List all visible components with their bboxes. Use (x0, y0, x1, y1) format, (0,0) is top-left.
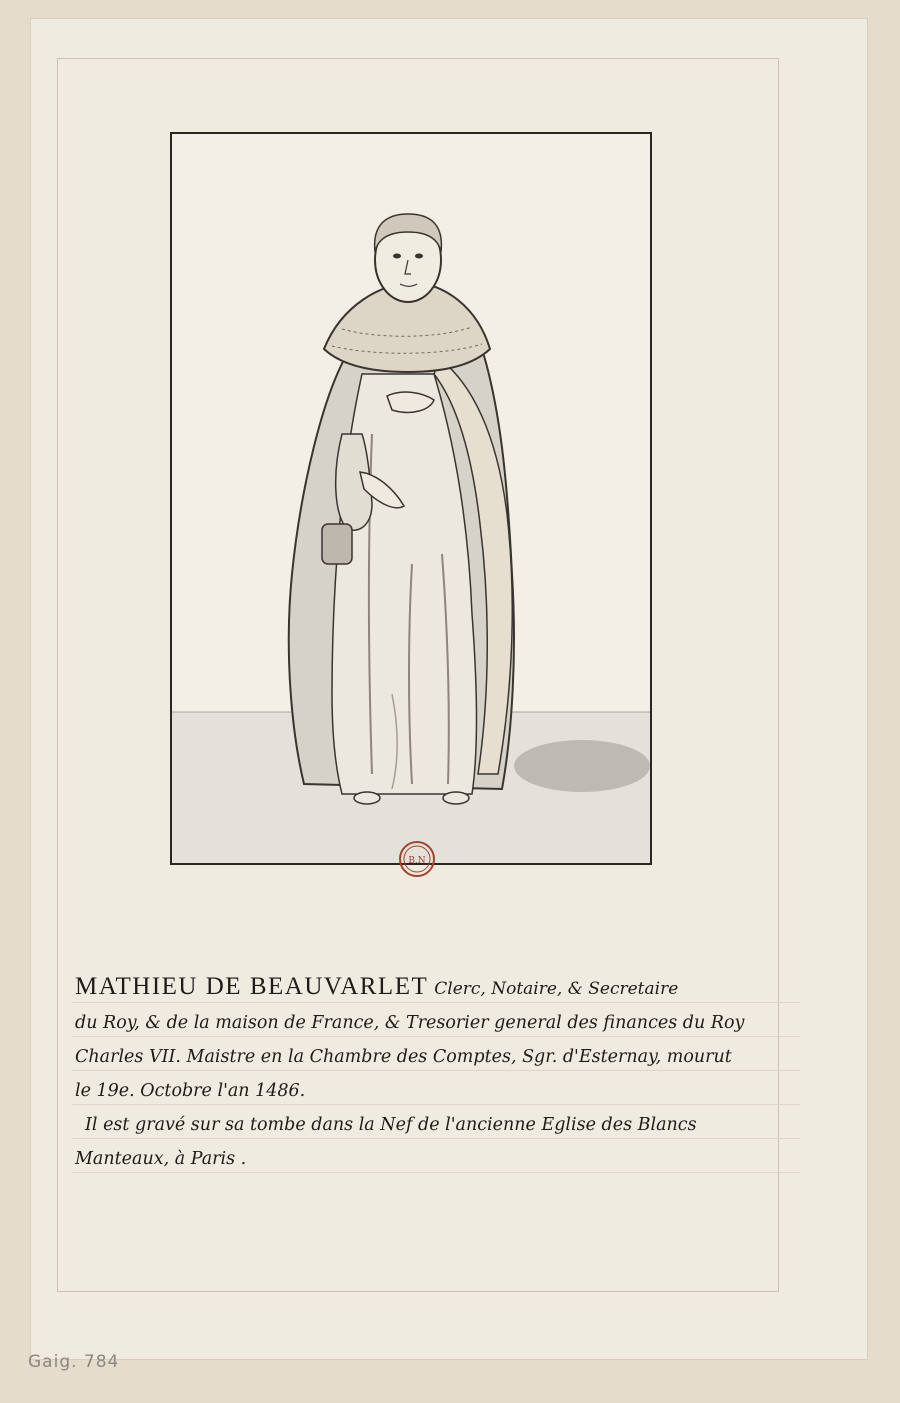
caption-line-5: Il est gravé sur sa tombe dans la Nef de l'ancienne Eglise des Blancs (85, 1115, 697, 1135)
standing-figure-drawing (172, 134, 650, 863)
portrait-frame (170, 132, 652, 865)
stamp-text: B.N (408, 856, 426, 866)
subject-name: MATHIEU DE BEAUVARLET (75, 973, 429, 1000)
library-stamp (398, 840, 436, 878)
caption-block (75, 970, 795, 1176)
caption-line-1-rest: Clerc, Notaire, & Secretaire (434, 979, 679, 999)
caption-line-1 (75, 970, 795, 1006)
caption-line-3: Charles VII. Maistre en la Chambre des Comptes, Sgr. d'Esternay, mourut (75, 1047, 732, 1067)
caption-line-2: du Roy, & de la maison de France, & Tresorier general des finances du Roy (75, 1013, 745, 1033)
caption-line-6: Manteaux, à Paris . (75, 1149, 247, 1169)
shelfmark-annotation: Gaig. 784 (28, 1352, 120, 1372)
caption-line-4: le 19e. Octobre l'an 1486. (75, 1081, 306, 1101)
